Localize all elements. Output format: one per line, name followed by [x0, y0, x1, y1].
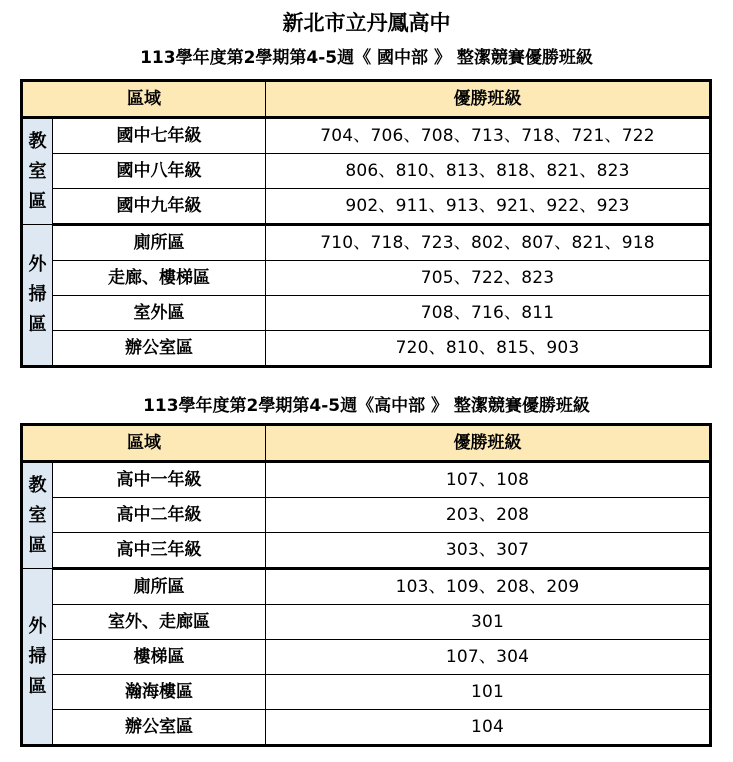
area-char: 區	[28, 314, 47, 335]
table-row	[22, 498, 711, 533]
table-header-row	[22, 425, 711, 462]
table-row	[22, 710, 711, 746]
sub-area-name: 室外區	[53, 296, 266, 331]
sub-area-name: 辦公室區	[53, 331, 266, 367]
area-group-label	[22, 118, 53, 225]
winning-classes: 705、722、823	[266, 261, 711, 296]
sub-area-name: 樓梯區	[53, 640, 266, 675]
sub-area-name: 瀚海樓區	[53, 675, 266, 710]
junior-award-table	[20, 79, 712, 368]
header-winners: 優勝班級	[266, 81, 711, 118]
winning-classes: 902、911、913、921、922、923	[266, 189, 711, 225]
sub-area-name: 辦公室區	[53, 710, 266, 746]
area-char: 區	[28, 190, 47, 212]
header-area: 區域	[22, 81, 266, 118]
senior-award-table	[20, 423, 712, 747]
table-row	[22, 154, 711, 189]
area-char: 教	[28, 130, 47, 152]
table-row	[22, 569, 711, 605]
sub-area-name: 國中八年級	[53, 154, 266, 189]
sub-area-name: 國中九年級	[53, 189, 266, 225]
area-char: 區	[28, 534, 47, 556]
area-group-label	[22, 569, 53, 746]
header-area: 區域	[22, 425, 266, 462]
area-char: 掃	[28, 284, 47, 305]
area-char: 室	[28, 160, 47, 182]
table-row	[22, 605, 711, 640]
area-char: 室	[28, 504, 47, 526]
winning-classes: 104	[266, 710, 711, 746]
area-group-label	[22, 462, 53, 569]
table-row	[22, 675, 711, 710]
sub-area-name: 廁所區	[53, 569, 266, 605]
winning-classes: 708、716、811	[266, 296, 711, 331]
sub-area-name: 高中一年級	[53, 462, 266, 498]
sub-area-name: 高中三年級	[53, 533, 266, 569]
area-char: 教	[28, 474, 47, 496]
winning-classes: 806、810、813、818、821、823	[266, 154, 711, 189]
school-title: 新北市立丹鳳高中	[282, 11, 451, 35]
sub-area-name: 高中二年級	[53, 498, 266, 533]
sub-area-name: 國中七年級	[53, 118, 266, 154]
junior-section-title: 113學年度第2學期第4-5週《 國中部 》 整潔競賽優勝班級	[140, 48, 593, 68]
area-char: 外	[28, 254, 47, 275]
winning-classes: 704、706、708、713、718、721、722	[266, 118, 711, 154]
winning-classes: 103、109、208、209	[266, 569, 711, 605]
sub-area-name: 室外、走廊區	[53, 605, 266, 640]
area-char: 區	[28, 675, 47, 697]
winning-classes: 107、304	[266, 640, 711, 675]
senior-table-body	[22, 462, 711, 746]
table-row	[22, 640, 711, 675]
winning-classes: 301	[266, 605, 711, 640]
table-row	[22, 331, 711, 367]
header-winners: 優勝班級	[266, 425, 711, 462]
area-char: 外	[28, 615, 47, 637]
area-char: 掃	[28, 645, 47, 667]
sub-area-name: 廁所區	[53, 225, 266, 261]
table-row	[22, 462, 711, 498]
table-row	[22, 225, 711, 261]
winning-classes: 107、108	[266, 462, 711, 498]
table-row	[22, 118, 711, 154]
area-group-label	[22, 225, 53, 367]
winning-classes: 101	[266, 675, 711, 710]
winning-classes: 720、810、815、903	[266, 331, 711, 367]
table-header-row	[22, 81, 711, 118]
sub-area-name: 走廊、樓梯區	[53, 261, 266, 296]
winning-classes: 303、307	[266, 533, 711, 569]
table-row	[22, 261, 711, 296]
table-row	[22, 189, 711, 225]
senior-section-title: 113學年度第2學期第4-5週《高中部 》 整潔競賽優勝班級	[143, 396, 590, 416]
winning-classes: 203、208	[266, 498, 711, 533]
table-row	[22, 296, 711, 331]
table-row	[22, 533, 711, 569]
winning-classes: 710、718、723、802、807、821、918	[266, 225, 711, 261]
junior-table-body	[22, 118, 711, 367]
